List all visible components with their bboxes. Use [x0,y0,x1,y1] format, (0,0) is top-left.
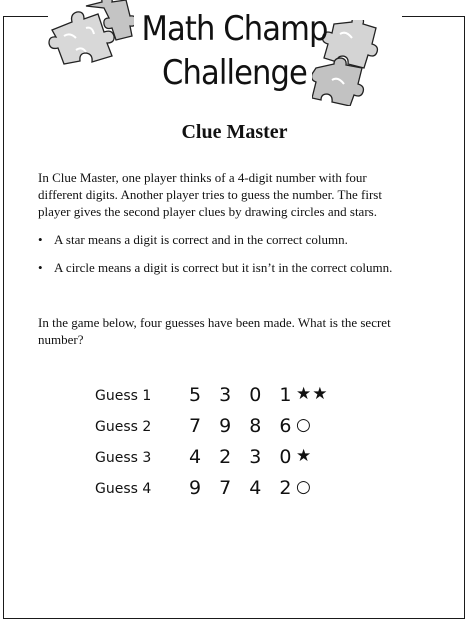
guess-label: Guess 4 [95,481,152,497]
guess-clues: ★★ [296,384,329,404]
guess-digits: 5 3 0 1 [189,384,298,406]
guess-row [0,477,469,503]
guess-digits: 7 9 8 6 [189,415,298,437]
guess-clues: ★ [296,446,313,466]
guess-row [0,384,469,410]
guess-digits: 4 2 3 0 [189,446,298,468]
guess-digits: 9 7 4 2 [189,477,298,499]
logo-title-line2: Challenge [162,53,307,93]
bullet-marker: • [38,232,43,247]
guess-label: Guess 2 [95,419,152,435]
bullet-marker: • [38,260,43,275]
logo-title-line1: Math Champ [141,9,328,49]
question-paragraph: In the game below, four guesses have been made. What is the secret number? [38,315,391,347]
guess-clues: ○ [296,415,312,435]
guess-clues: ○ [296,477,312,497]
bullet-text: A star means a digit is correct and in the correct column. [54,232,348,247]
guess-label: Guess 3 [95,450,152,466]
intro-paragraph: In Clue Master, one player thinks of a 4-digit number with four different digits. Another player tries to guess the number. The first player gives the second player clues by drawing circles and stars. [38,170,382,219]
guess-row [0,446,469,472]
guess-row [0,415,469,441]
page-title: Clue Master [181,121,288,143]
guess-label: Guess 1 [95,388,152,404]
bullet-text: A circle means a digit is correct but it isn’t in the correct column. [54,260,393,275]
